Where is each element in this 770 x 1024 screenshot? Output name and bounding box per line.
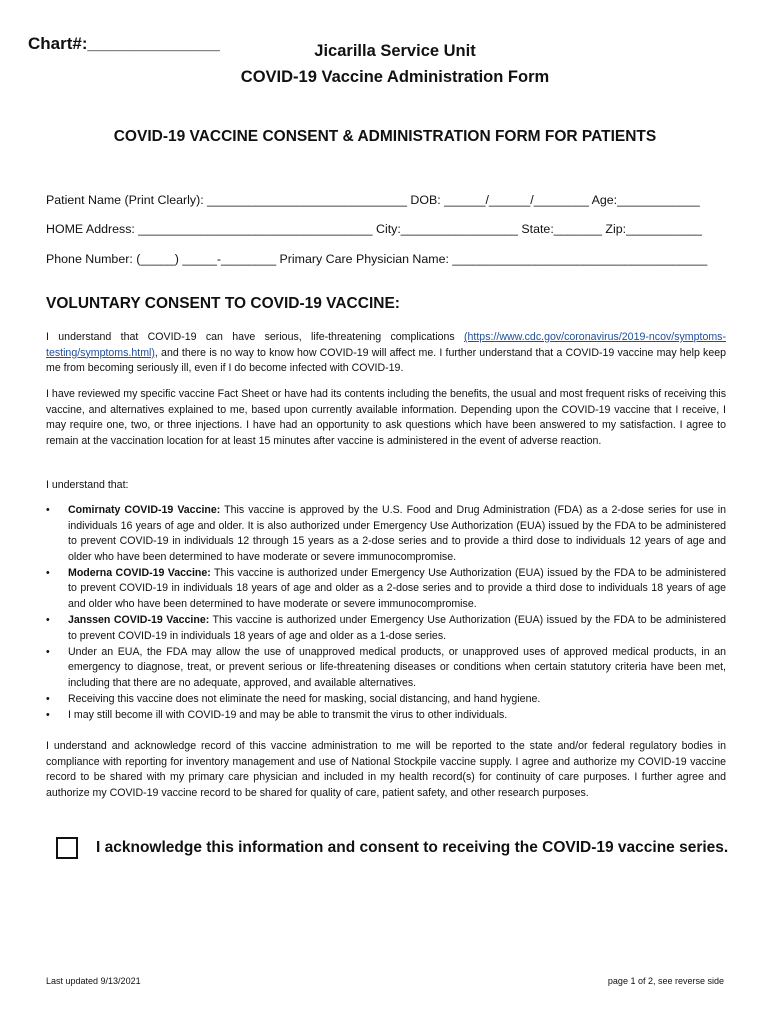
form-name: COVID-19 Vaccine Administration Form	[240, 68, 550, 86]
chart-number-field[interactable]: Chart#:______________	[28, 34, 220, 53]
page-number: page 1 of 2, see reverse side	[607, 976, 724, 986]
list-item-text: Receiving this vaccine does not eliminate the need for masking, social distancing, and hand hygiene.	[68, 693, 541, 706]
list-item	[46, 503, 726, 565]
p1-text-after: , and there is no way to know how COVID-19 will affect me. I further understand that a COVID-19 vaccine may help keep me from becoming seriously ill, even if I do become infected with COVID-19.	[46, 346, 726, 375]
bullet-icon: •	[46, 709, 50, 722]
last-updated: Last updated 9/13/2021	[46, 976, 141, 986]
bullet-icon: •	[46, 504, 50, 516]
bullet-icon: •	[46, 645, 50, 658]
list-item	[46, 613, 726, 644]
list-item-text: This vaccine is authorized under Emergency Use Authorization (EUA) issued by the FDA to be administered to prevent COVID-19 in individuals 18 years of age and older as a 2-dose series and to provide a third dose to individuals 18 years of age and older who have been determined to have moderate or severe immunocompromise.	[68, 566, 726, 611]
list-item	[46, 692, 726, 708]
acknowledge-label: I acknowledge this information and consent to receiving the COVID-19 vaccine series.	[96, 839, 729, 856]
address-line[interactable]: HOME Address: __________________________________ City:_________________ State:_______ Zip:___________	[46, 222, 702, 236]
list-item	[46, 566, 726, 613]
consent-paragraph-2: I have reviewed my specific vaccine Fact Sheet or have had its contents including the benefits, the usual and most frequent risks of receiving this vaccine, and alternatives explained to me, based upon currently available information. Depending upon the COVID-19 vaccine that I receive, I may require one, two, or three injections. I have had an opportunity to ask questions which have been answered to my satisfaction. I agree to remain at the vaccination location for at least 15 minutes after vaccine is administered in the event of adverse reaction.	[46, 388, 726, 447]
phone-physician-line[interactable]: Phone Number: (_____) _____-________ Primary Care Physician Name: _____________________________________	[46, 252, 708, 266]
consent-paragraph-4: I understand and acknowledge record of this vaccine administration to me will be reported to the state and/or federal regulatory bodies in compliance with reporting for inventory management and use of National Stockpile vaccine supply. I agree and authorize my COVID-19 vaccine record to be shared with my primary care physician and included in my health record(s) for continuity of care purposes. I further agree and authorize my COVID-19 vaccine record to be shared for quality of care, patient safety, and other research purposes.	[46, 740, 726, 799]
consent-heading: VOLUNTARY CONSENT TO COVID-19 VACCINE:	[46, 295, 400, 312]
list-item	[46, 708, 726, 724]
bullet-icon: •	[46, 566, 50, 579]
list-item-text: I may still become ill with COVID-19 and may be able to transmit the virus to other individuals.	[68, 709, 508, 722]
cdc-symptoms-link[interactable]: (https://www.cdc.gov/coronavirus/2019-ncov/symptoms-testing/symptoms.html)	[46, 331, 726, 359]
vaccine-name: Comirnaty COVID-19 Vaccine:	[68, 504, 221, 516]
acknowledge-checkbox[interactable]	[56, 837, 78, 859]
understanding-list	[46, 503, 726, 724]
vaccine-name: Janssen COVID-19 Vaccine:	[68, 614, 210, 627]
form-title: COVID-19 VACCINE CONSENT & ADMINISTRATION FORM FOR PATIENTS	[113, 128, 657, 145]
patient-name-dob-age-line[interactable]: Patient Name (Print Clearly): _____________________________ DOB: ______/______/________ Age:____________	[46, 193, 700, 207]
list-item	[46, 645, 726, 692]
p1-text-before: I understand that COVID-19 can have serious, life-threatening complications	[46, 331, 464, 343]
consent-paragraph-3: I understand that:	[46, 479, 129, 491]
facility-name: Jicarilla Service Unit	[314, 42, 476, 60]
bullet-icon: •	[46, 693, 50, 706]
vaccine-name: Moderna COVID-19 Vaccine:	[68, 566, 211, 579]
list-item-text: This vaccine is authorized under Emergency Use Authorization (EUA) issued by the FDA to be administered to prevent COVID-19 in individuals 18 years of age and older as a 1-dose series.	[68, 614, 727, 642]
list-item-text: This vaccine is approved by the U.S. Food and Drug Administration (FDA) as a 2-dose series for use in individuals 16 years of age and older. It is also authorized under Emergency Use Authorization (EUA) issued by the FDA to be administered to prevent COVID-19 in individuals 12 through 15 years as a 2-dose series and to provide a third dose to individuals 12 years of age and older who have been determined to have moderate or severe immunocompromise.	[68, 504, 726, 563]
list-item-text: Under an EUA, the FDA may allow the use of unapproved medical products, or unapproved uses of approved medical products, in an emergency to diagnose, treat, or prevent serious or life-threatening diseases or conditions when certain statutory criteria have been met, including that there are no adequate, approved, and available alternatives.	[68, 645, 726, 690]
consent-paragraph-1	[46, 330, 726, 377]
bullet-icon: •	[46, 614, 50, 627]
